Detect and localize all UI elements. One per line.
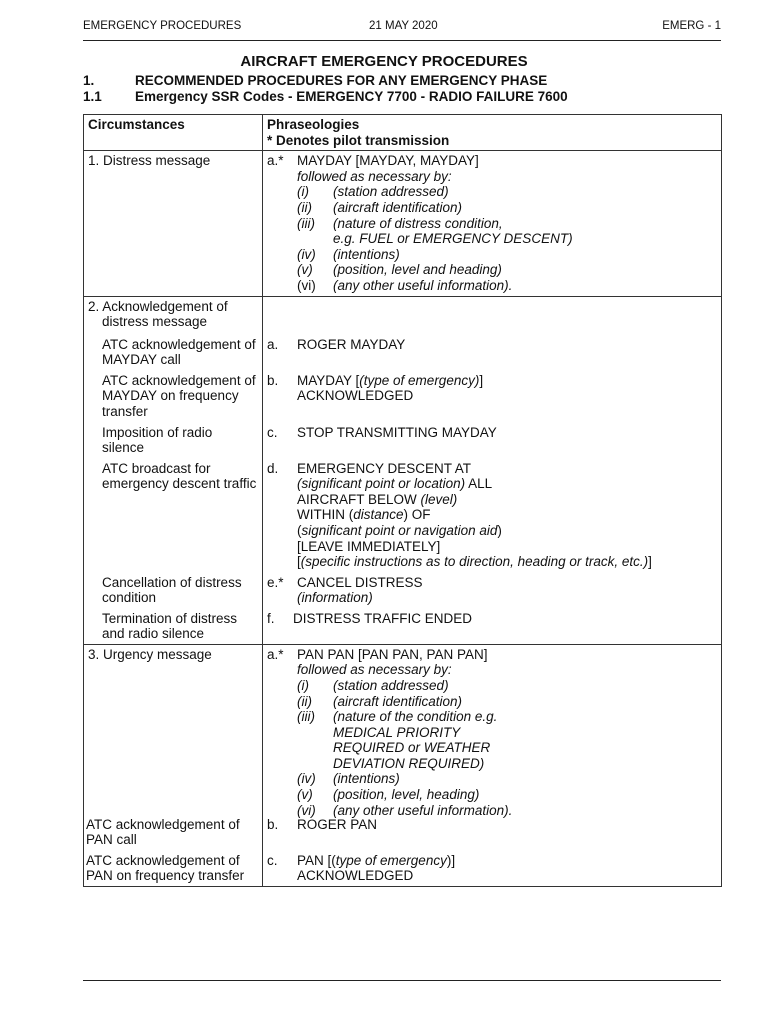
ack-letter-a: a. xyxy=(267,336,279,352)
header-date: 21 MAY 2020 xyxy=(369,20,438,32)
urgency-phraseologies xyxy=(263,644,722,886)
ack-text-e: CANCEL DISTRESS (information) xyxy=(297,574,423,606)
distress-phraseology xyxy=(263,151,722,296)
urgency-item-text: (intentions) xyxy=(333,771,400,787)
pan-freq-text: PAN [(type of emergency)] ACKNOWLEDGED xyxy=(297,852,456,884)
ack-circ-b: ATC acknowledgement of MAYDAY on frequency transfer xyxy=(102,372,256,419)
distress-item-num: (vi) xyxy=(297,277,316,293)
urgency-circumstances xyxy=(84,644,263,886)
urgency-item-num: (vi) xyxy=(297,802,316,818)
table-row-urgency xyxy=(84,644,722,886)
ack-letter-c: c. xyxy=(267,424,278,440)
urgency-item-text: (aircraft identification) xyxy=(333,693,463,709)
distress-item-text: e.g. FUEL or EMERGENCY DESCENT) xyxy=(333,231,573,247)
urgency-followed: followed as necessary by: xyxy=(297,662,452,678)
footer-rule xyxy=(83,980,721,981)
ack-text-d: EMERGENCY DESCENT AT (significant point or location) ALL AIRCRAFT BELOW (level) WITHIN (distance) OF (significant point or navigation aid) [LEAVE IMMEDIATELY] [(specific instructions as to direction, heading or track, etc.)] xyxy=(297,460,652,570)
urgency-letter: a.* xyxy=(267,646,284,662)
urgency-item-text: DEVIATION REQUIRED) xyxy=(333,755,485,771)
table-row-acknowledgement xyxy=(84,296,722,644)
header-phraseologies-title: Phraseologies xyxy=(267,117,360,132)
ack-circ-e: Cancellation of distress condition xyxy=(102,574,242,606)
distress-item-text: (aircraft identification) xyxy=(333,199,463,215)
urgency-item-text: (any other useful information). xyxy=(333,802,513,818)
distress-item-text: (position, level and heading) xyxy=(333,262,502,278)
urgency-item-text: MEDICAL PRIORITY xyxy=(333,724,461,740)
table-row-distress xyxy=(84,151,722,296)
ack-letter-d: d. xyxy=(267,460,279,476)
header-circumstances: Circumstances xyxy=(84,115,263,151)
section-1-text: RECOMMENDED PROCEDURES FOR ANY EMERGENCY PHASE xyxy=(135,73,548,88)
ack-heading-2: distress message xyxy=(102,314,208,330)
distress-item-num: (i) xyxy=(297,184,309,200)
urgency-item-num: (iii) xyxy=(297,709,315,725)
pan-ack-circumstance: ATC acknowledgement of PAN call xyxy=(86,816,240,848)
table-header-row xyxy=(84,115,722,151)
section-1-1-text: Emergency SSR Codes - EMERGENCY 7700 - RADIO FAILURE 7600 xyxy=(135,89,568,104)
ack-letter-f: f. xyxy=(267,610,275,626)
pan-freq-letter: c. xyxy=(267,852,278,868)
urgency-item-num: (ii) xyxy=(297,693,312,709)
ack-text-c: STOP TRANSMITTING MAYDAY xyxy=(297,424,497,440)
urgency-circumstance: 3. Urgency message xyxy=(88,646,212,662)
urgency-item-num xyxy=(297,756,333,772)
ack-text-a: ROGER MAYDAY xyxy=(297,336,406,352)
ack-text-f: DISTRESS TRAFFIC ENDED xyxy=(293,610,473,626)
section-1-number: 1. xyxy=(83,73,95,88)
distress-item-num: (ii) xyxy=(297,199,312,215)
ack-letter-e: e.* xyxy=(267,574,284,590)
ack-heading-1: 2. Acknowledgement of xyxy=(88,298,228,314)
urgency-item-num xyxy=(297,740,333,756)
urgency-item-num xyxy=(297,725,333,741)
pan-ack-text: ROGER PAN xyxy=(297,816,378,832)
ack-text-b: MAYDAY [(type of emergency)] ACKNOWLEDGED xyxy=(297,372,484,404)
header-phraseologies xyxy=(263,115,722,151)
urgency-item-num: (v) xyxy=(297,787,313,803)
phraseology-table xyxy=(83,114,722,887)
distress-item-num: (iii) xyxy=(297,215,315,231)
section-1-1-number: 1.1 xyxy=(83,89,102,104)
page-title: AIRCRAFT EMERGENCY PROCEDURES xyxy=(240,53,528,70)
distress-letter: a.* xyxy=(267,153,284,169)
urgency-item-text: (position, level, heading) xyxy=(333,787,480,803)
distress-followed: followed as necessary by: xyxy=(297,168,452,184)
ack-circ-f: Termination of distress and radio silence xyxy=(102,610,238,642)
header-left: EMERGENCY PROCEDURES xyxy=(83,20,242,32)
distress-item-text: (intentions) xyxy=(333,246,400,262)
urgency-item-text: (station addressed) xyxy=(333,677,449,693)
distress-item-text: (nature of distress condition, xyxy=(333,215,503,231)
header-page-number: EMERG - 1 xyxy=(662,20,721,32)
acknowledgement-circumstances xyxy=(84,296,263,644)
urgency-item-text: (nature of the condition e.g. xyxy=(333,709,498,725)
urgency-item-text: REQUIRED or WEATHER xyxy=(333,740,491,756)
distress-line1: MAYDAY [MAYDAY, MAYDAY] xyxy=(297,153,479,169)
distress-circumstance: 1. Distress message xyxy=(84,151,263,296)
ack-circ-c: Imposition of radio silence xyxy=(102,424,213,456)
urgency-item-num: (i) xyxy=(297,677,309,693)
distress-item-text: (any other useful information). xyxy=(333,277,513,293)
acknowledgement-phraseologies xyxy=(263,296,722,644)
distress-item-num: (v) xyxy=(297,262,313,278)
urgency-item-num: (iv) xyxy=(297,771,316,787)
header-phraseologies-note: * Denotes pilot transmission xyxy=(267,132,450,148)
pan-freq-circumstance: ATC acknowledgement of PAN on frequency transfer xyxy=(86,852,245,884)
distress-item-num xyxy=(297,231,333,247)
pan-ack-letter: b. xyxy=(267,816,279,832)
ack-circ-a: ATC acknowledgement of MAYDAY call xyxy=(102,336,256,368)
ack-letter-b: b. xyxy=(267,372,279,388)
ack-circ-d: ATC broadcast for emergency descent traffic xyxy=(102,460,257,492)
header-rule xyxy=(83,40,721,41)
urgency-line1: PAN PAN [PAN PAN, PAN PAN] xyxy=(297,646,488,662)
distress-item-num: (iv) xyxy=(297,246,316,262)
distress-item-text: (station addressed) xyxy=(333,184,449,200)
